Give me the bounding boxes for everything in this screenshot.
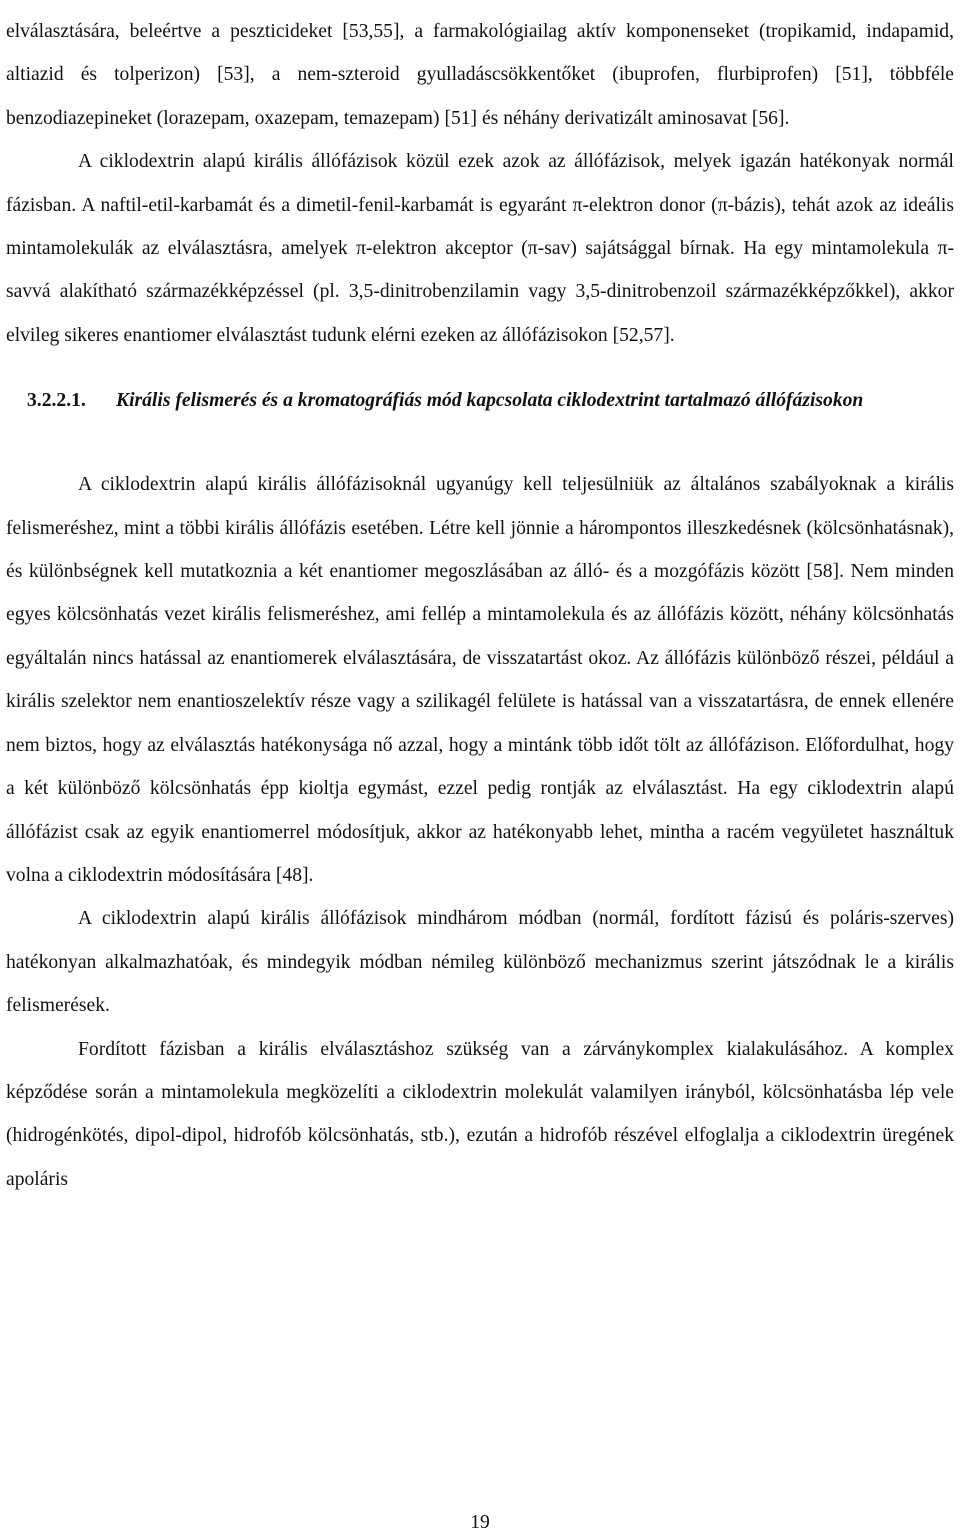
section-heading bbox=[6, 383, 954, 419]
paragraph-continuation: elválasztására, beleértve a peszticideket [53,55], a farmakológiailag aktív komponenseket (tropikamid, indapamid, altiazid és tolperizon) [53], a nem-szteroid gyulladáscsökkentőket (ibuprofen, flurbiprofen) [51], többféle benzodiazepineket (lorazepam, oxazepam, temazepam) [51] és néhány derivatizált aminosavat [56]. bbox=[6, 21, 954, 129]
page-number: 19 bbox=[470, 1512, 490, 1533]
paragraph-three-modes: A ciklodextrin alapú királis állófázisok mindhárom módban (normál, fordított fázisú és poláris-szerves) hatékonyan alkalmazhatóak, és mindegyik módban némileg különböző mechanizmus szerint játszódnak le a királis felismerések. bbox=[6, 908, 954, 1017]
section-number: 3.2.2.1. bbox=[27, 390, 86, 412]
paragraph-reversed-phase: Fordított fázisban a királis elválasztáshoz szükség van a zárványkomplex kialakulásához. A komplex képződése során a mintamolekula megközelíti a ciklodextrin molekulát valamilyen irányból, kölcsönhatásba lép vele (hidrogénkötés, dipol-dipol, hidrofób kölcsönhatás, stb.), ezután a hidrofób részével elfoglalja a ciklodextrin üregének apoláris bbox=[6, 1038, 954, 1190]
paragraph-chiral-recognition: A ciklodextrin alapú királis állófázisoknál ugyanúgy kell teljesülniük az általános szabályoknak a királis felismeréshez, mint a többi királis állófázis esetében. Létre kell jönnie a hárompontos illeszkedésnek (kölcsönhatásnak), és különbségnek kell mutatkoznia a két enantiomer megoszlásában az álló- és a mozgófázis között [58]. Nem minden egyes kölcsönhatás vezet királis felismeréshez, ami fellép a mintamolekula és az állófázis között, néhány kölcsönhatás egyáltalán nincs hatással az enantiomerek elválasztására, de visszatartást okoz. Az állófázis különböző részei, például a királis szelektor nem enantioszelektív része vagy a szilikagél felülete is hatással van a visszatartásra, de ennek ellenére nem biztos, hogy az elválasztás hatékonysága nő azzal, hogy a mintánk több időt tölt az állófázison. Előfordulhat, hogy a két különböző kölcsönhatás épp kioltja egymást, ezzel pedig rontják az elválasztást. Ha egy ciklodextrin alapú állófázist csak az egyik enantiomerrel módosítjuk, akkor az hatékonyabb lehet, mintha a racém vegyületet használtuk volna a ciklodextrin módosítására [48]. bbox=[6, 474, 954, 886]
section-title: Királis felismerés és a kromatográfiás mód kapcsolata ciklodextrint tartalmazó állófázisokon bbox=[116, 390, 864, 412]
paragraph-cyclodextrin-normal-phase: A ciklodextrin alapú királis állófázisok közül ezek azok az állófázisok, melyek igazán hatékonyak normál fázisban. A naftil-etil-karbamát és a dimetil-fenil-karbamát is egyaránt π-elektron donor (π-bázis), tehát azok az ideális mintamolekulák az elválasztásra, amelyek π-elektron akceptor (π-sav) sajátsággal bírnak. Ha egy mintamolekula π-savvá alakítható származékképzéssel (pl. 3,5-dinitrobenzilamin vagy 3,5-dinitrobenzoil származékképzőkkel), akkor elvileg sikeres enantiomer elválasztást tudunk elérni ezeken az állófázisokon [52,57]. bbox=[6, 151, 954, 346]
spacer bbox=[6, 357, 954, 383]
document-page bbox=[6, 10, 954, 1201]
